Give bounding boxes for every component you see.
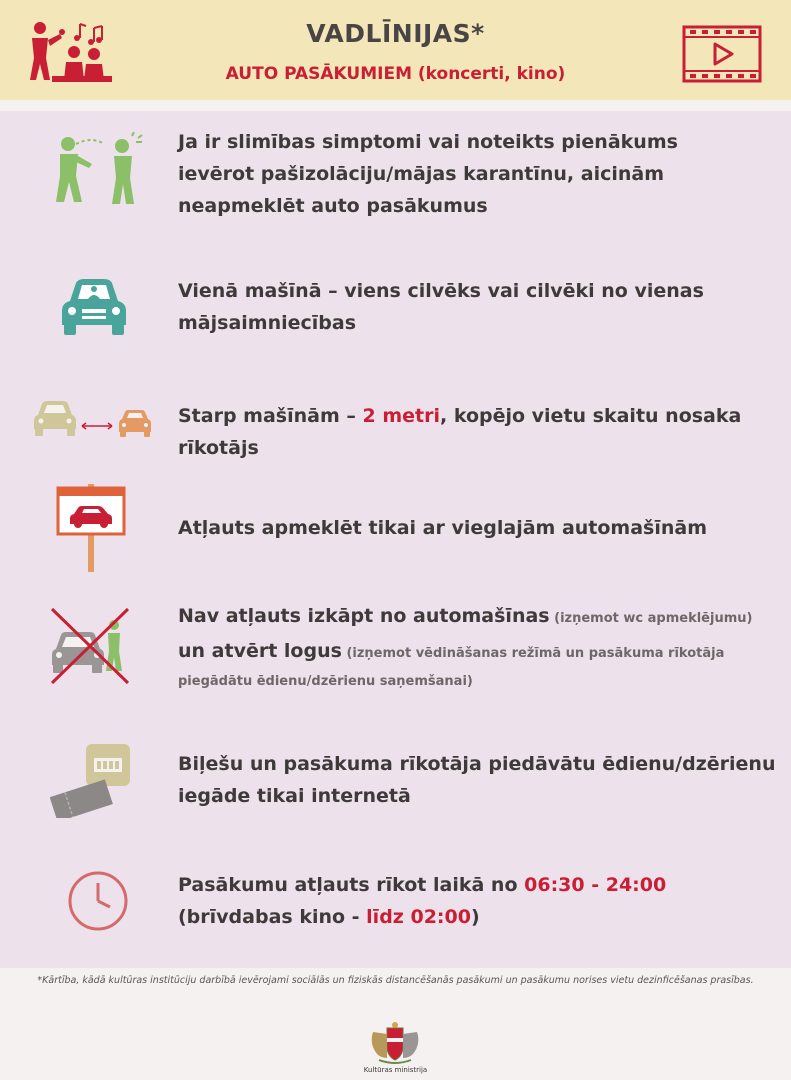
item-stay-in-car-line-2 (178, 635, 778, 670)
footnote: *Kārtība, kādā kultūras institūciju darbībā ievērojami sociālās un fiziskās distancēšanās pasākumi un pasākumu norises vietu dezinficēšanas prasības. (37, 975, 754, 986)
item-distance-highlight: 2 metri (362, 405, 440, 427)
item-stay-in-car-note-1: (izņemot wc apmeklējumu) (549, 611, 753, 626)
item-stay-in-car (178, 600, 778, 694)
car-sign-icon (56, 484, 126, 572)
item-stay-in-car-note-3: piegādātu ēdienu/dzērienu saņemšanai) (178, 674, 473, 689)
item-stay-in-car-note-2: (izņemot vēdināšanas režīmā un pasākuma rīkotāja (341, 646, 725, 661)
item-hours (178, 869, 778, 933)
coat-of-arms-logo (365, 1020, 425, 1066)
item-online-purchase (178, 748, 778, 812)
film-play-icon (682, 25, 762, 83)
item-hours-line-2-time: līdz 02:00 (366, 906, 471, 928)
ministry-name: Kultūras ministrija (363, 1066, 428, 1074)
item-distance (178, 400, 778, 464)
item-one-household (178, 275, 778, 339)
car-passenger-icon (60, 275, 128, 337)
item-hours-line-2 (178, 901, 778, 933)
item-distance-prefix: Starp mašīnām – (178, 405, 363, 427)
item-distance-line-2: rīkotājs (178, 437, 259, 459)
sick-people-icon (48, 132, 148, 210)
item-one-household-line-1: Vienā mašīnā – viens cilvēks vai cilvēki no vienas (178, 280, 704, 302)
item-hours-line-2-prefix: (brīvdabas kino - (178, 906, 367, 928)
car-distance-icon (32, 399, 152, 439)
item-symptoms-line-2: ievērot pašizolāciju/mājas karantīnu, aicinām (178, 163, 665, 185)
item-symptoms (178, 126, 778, 222)
item-stay-in-car-line-1 (178, 600, 778, 635)
clock-icon (66, 869, 130, 933)
no-exit-car-icon (48, 605, 132, 687)
item-distance-suffix: , kopējo vietu skaitu nosaka (439, 405, 742, 427)
item-light-cars (178, 512, 778, 544)
item-distance-line-1 (178, 400, 778, 432)
item-hours-prefix: Pasākumu atļauts rīkot laikā no (178, 874, 525, 896)
tickets-online-icon (50, 744, 132, 818)
item-symptoms-line-3: neapmeklēt auto pasākumus (178, 195, 488, 217)
item-online-purchase-line-1: Biļešu un pasākuma rīkotāja piedāvātu ēdienu/dzērienu (178, 753, 776, 775)
item-hours-time: 06:30 - 24:00 (524, 874, 667, 896)
item-stay-in-car-main-1: Nav atļauts izkāpt no automašīnas (178, 605, 550, 627)
item-light-cars-line-1: Atļauts apmeklēt tikai ar vieglajām automašīnām (178, 517, 708, 539)
page-title: VADLĪNIJAS* (306, 19, 485, 48)
item-hours-line-2-suffix: ) (470, 906, 480, 928)
item-one-household-line-2: mājsaimniecības (178, 312, 357, 334)
item-hours-line-1 (178, 869, 778, 901)
item-stay-in-car-main-2: un atvērt logus (178, 640, 342, 662)
item-online-purchase-line-2: iegāde tikai internetā (178, 785, 411, 807)
item-symptoms-line-1: Ja ir slimības simptomi vai noteikts pienākums (178, 131, 678, 153)
header-banner (0, 0, 791, 100)
page-subtitle: AUTO PASĀKUMIEM (koncerti, kino) (225, 64, 566, 84)
